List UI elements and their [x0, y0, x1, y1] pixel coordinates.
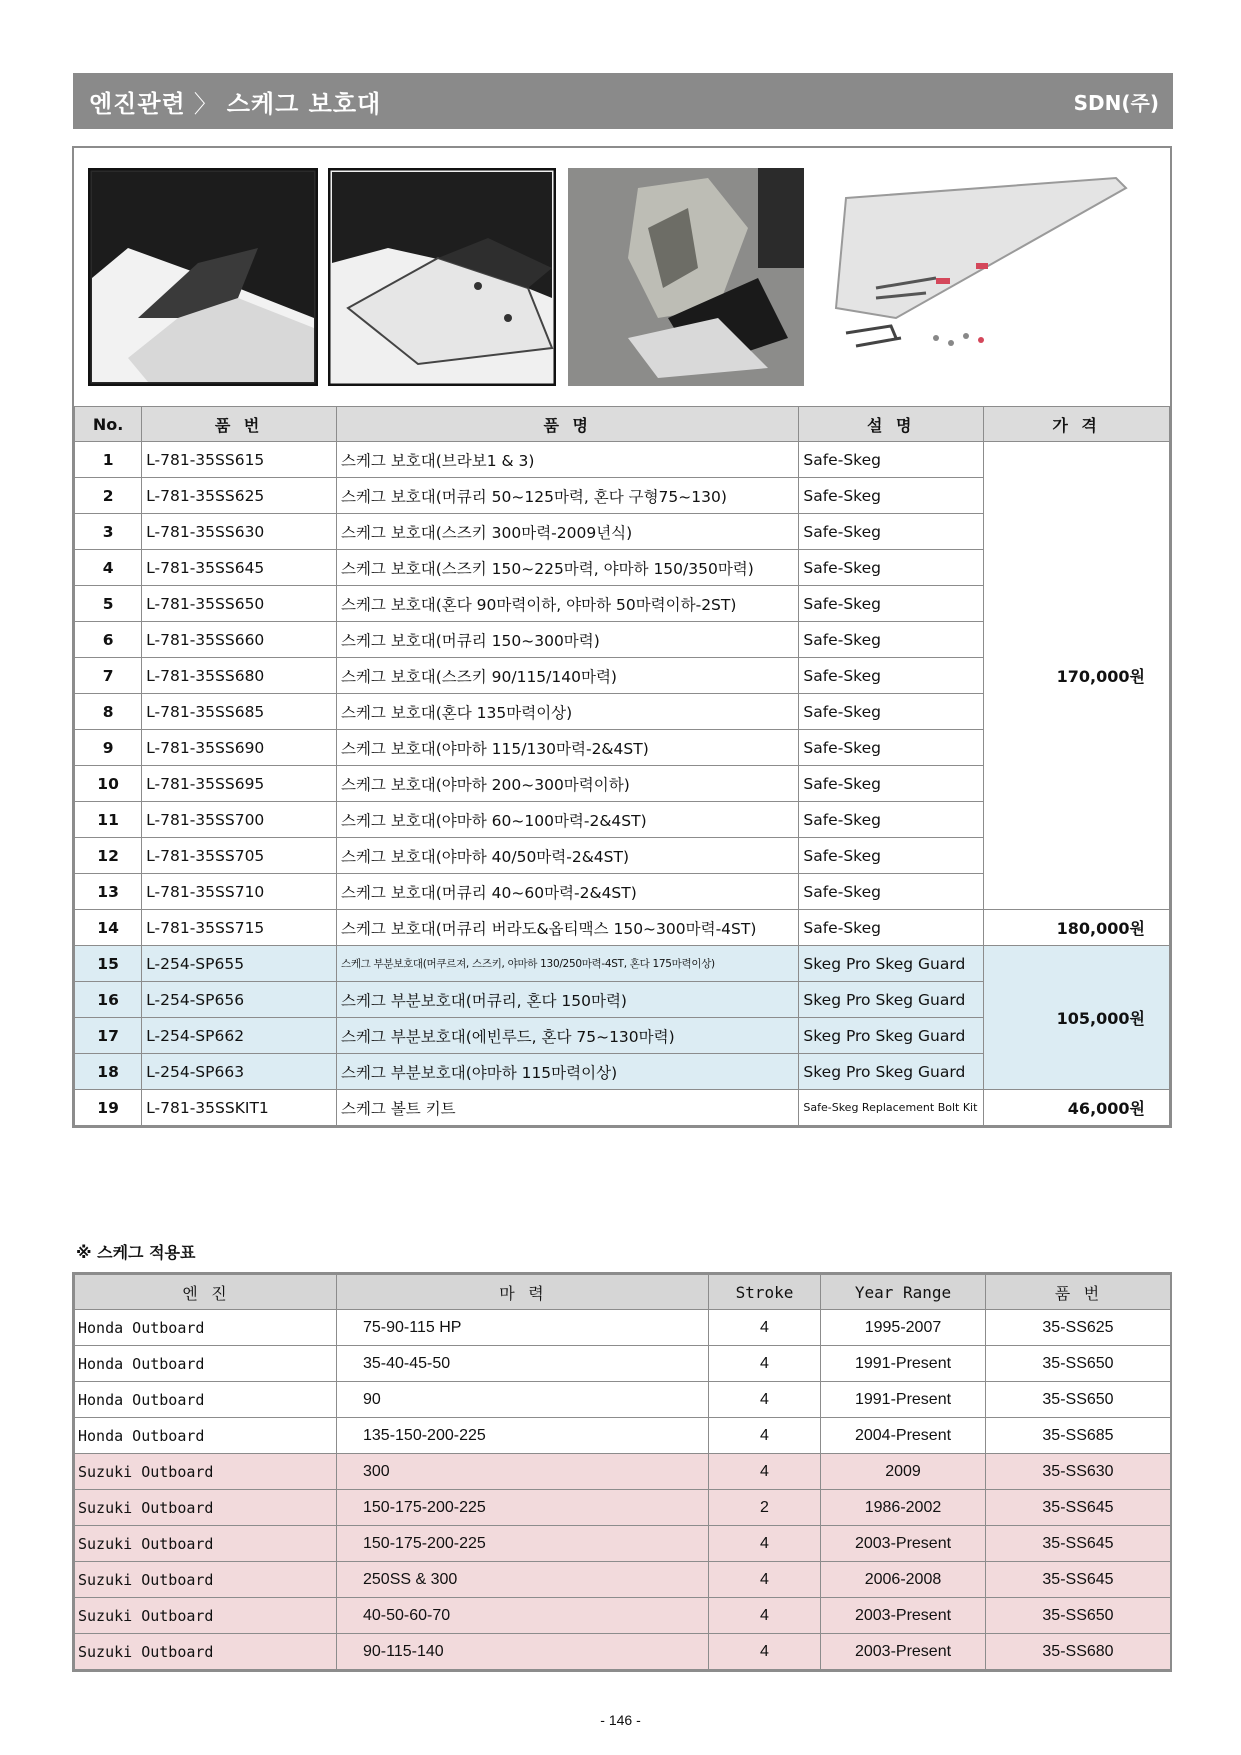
row-no: 16	[75, 982, 142, 1018]
row-no: 4	[75, 550, 142, 586]
col-header-name: 품 명	[336, 407, 798, 442]
row-desc: Safe-Skeg	[799, 586, 984, 622]
row-no: 2	[75, 478, 142, 514]
row-stroke: 4	[709, 1382, 821, 1418]
row-stroke: 4	[709, 1454, 821, 1490]
row-no: 8	[75, 694, 142, 730]
row-year: 2003-Present	[821, 1526, 986, 1562]
row-no: 12	[75, 838, 142, 874]
row-name: 스케그 보호대(스즈키 300마력-2009년식)	[336, 514, 798, 550]
row-no: 19	[75, 1090, 142, 1126]
row-name: 스케그 볼트 키트	[336, 1090, 798, 1126]
parts-table	[74, 406, 1170, 1126]
row-engine: Suzuki Outboard	[75, 1526, 337, 1562]
row-part-no: L-781-35SS715	[142, 910, 337, 946]
row-desc: Skeg Pro Skeg Guard	[799, 1018, 984, 1054]
breadcrumb-parent: 엔진관련	[89, 89, 186, 118]
row-no: 3	[75, 514, 142, 550]
row-name: 스케그 보호대(스즈키 90/115/140마력)	[336, 658, 798, 694]
table-row	[75, 1562, 1171, 1598]
row-part-no: L-781-35SS690	[142, 730, 337, 766]
table-row	[75, 1090, 1170, 1126]
row-part-no: L-254-SP663	[142, 1054, 337, 1090]
col-header-engine: 엔 진	[75, 1275, 337, 1310]
row-name: 스케그 부분보호대(야마하 115마력이상)	[336, 1054, 798, 1090]
row-part-no: L-254-SP662	[142, 1018, 337, 1054]
table-row	[75, 1454, 1171, 1490]
row-part: 35-SS645	[986, 1490, 1171, 1526]
row-no: 14	[75, 910, 142, 946]
row-name: 스케그 보호대(야마하 60~100마력-2&4ST)	[336, 802, 798, 838]
row-no: 10	[75, 766, 142, 802]
row-part-no: L-781-35SSKIT1	[142, 1090, 337, 1126]
company-name: SDN(주)	[1073, 90, 1159, 115]
application-title: ※ 스케그 적용표	[76, 1243, 196, 1262]
row-year: 1991-Present	[821, 1346, 986, 1382]
row-part: 35-SS630	[986, 1454, 1171, 1490]
row-hp: 90-115-140	[337, 1634, 709, 1670]
col-header-desc: 설 명	[799, 407, 984, 442]
skeg-guard-photo-2	[328, 168, 556, 386]
row-engine: Suzuki Outboard	[75, 1634, 337, 1670]
application-header-row	[75, 1275, 1171, 1310]
row-name: 스케그 부분보호대(에빈루드, 혼다 75~130마력)	[336, 1018, 798, 1054]
row-name: 스케그 보호대(브라보1 & 3)	[336, 442, 798, 478]
row-desc: Safe-Skeg	[799, 442, 984, 478]
row-desc: Safe-Skeg	[799, 550, 984, 586]
row-desc: Skeg Pro Skeg Guard	[799, 946, 984, 982]
skeg-guard-photo-1	[88, 168, 318, 386]
row-engine: Honda Outboard	[75, 1418, 337, 1454]
col-header-price: 가 격	[984, 407, 1170, 442]
row-desc: Safe-Skeg	[799, 478, 984, 514]
table-row	[75, 1382, 1171, 1418]
row-desc: Skeg Pro Skeg Guard	[799, 982, 984, 1018]
skeg-guard-photo-4	[816, 168, 1146, 386]
row-year: 1991-Present	[821, 1382, 986, 1418]
row-no: 9	[75, 730, 142, 766]
price-group-1: 170,000원	[984, 442, 1170, 910]
price-group-3: 105,000원	[984, 946, 1170, 1090]
page-number: - 146 -	[600, 1712, 641, 1728]
row-stroke: 4	[709, 1418, 821, 1454]
row-no: 15	[75, 946, 142, 982]
row-part-no: L-781-35SS630	[142, 514, 337, 550]
price-row-14: 180,000원	[984, 910, 1170, 946]
row-part: 35-SS650	[986, 1598, 1171, 1634]
row-part-no: L-781-35SS615	[142, 442, 337, 478]
row-no: 17	[75, 1018, 142, 1054]
row-name: 스케그 보호대(혼다 135마력이상)	[336, 694, 798, 730]
row-hp: 35-40-45-50	[337, 1346, 709, 1382]
row-desc: Safe-Skeg	[799, 910, 984, 946]
breadcrumb	[89, 84, 381, 119]
table-row	[75, 1310, 1171, 1346]
row-part-no: L-781-35SS705	[142, 838, 337, 874]
row-year: 2009	[821, 1454, 986, 1490]
col-header-year: Year Range	[821, 1275, 986, 1310]
row-part-no: L-781-35SS625	[142, 478, 337, 514]
table-row	[75, 1526, 1171, 1562]
row-engine: Suzuki Outboard	[75, 1562, 337, 1598]
row-hp: 300	[337, 1454, 709, 1490]
row-stroke: 2	[709, 1490, 821, 1526]
row-desc: Safe-Skeg	[799, 658, 984, 694]
row-year: 2003-Present	[821, 1634, 986, 1670]
row-part-no: L-781-35SS695	[142, 766, 337, 802]
application-table-box	[72, 1272, 1172, 1672]
row-part: 35-SS650	[986, 1346, 1171, 1382]
table-row	[75, 1490, 1171, 1526]
col-header-stroke: Stroke	[709, 1275, 821, 1310]
row-name: 스케그 보호대(머큐리 50~125마력, 혼다 구형75~130)	[336, 478, 798, 514]
row-stroke: 4	[709, 1346, 821, 1382]
row-no: 5	[75, 586, 142, 622]
row-part-no: L-781-35SS710	[142, 874, 337, 910]
row-hp: 250SS & 300	[337, 1562, 709, 1598]
table-row	[75, 442, 1170, 478]
breadcrumb-current: 스케그 보호대	[226, 89, 382, 118]
row-name: 스케그 보호대(머큐리 40~60마력-2&4ST)	[336, 874, 798, 910]
row-engine: Honda Outboard	[75, 1382, 337, 1418]
col-header-part: 품 번	[986, 1275, 1171, 1310]
row-no: 18	[75, 1054, 142, 1090]
table-row	[75, 1634, 1171, 1670]
row-desc: Safe-Skeg	[799, 730, 984, 766]
row-desc: Safe-Skeg	[799, 514, 984, 550]
row-year: 1986-2002	[821, 1490, 986, 1526]
row-part: 35-SS680	[986, 1634, 1171, 1670]
row-part: 35-SS685	[986, 1418, 1171, 1454]
row-name: 스케그 보호대(야마하 115/130마력-2&4ST)	[336, 730, 798, 766]
parts-header-row	[75, 407, 1170, 442]
row-name: 스케그 보호대(머큐리 버라도&옵티맥스 150~300마력-4ST)	[336, 910, 798, 946]
row-engine: Honda Outboard	[75, 1310, 337, 1346]
row-desc: Skeg Pro Skeg Guard	[799, 1054, 984, 1090]
breadcrumb-separator: 〉	[193, 89, 219, 118]
row-desc: Safe-Skeg	[799, 694, 984, 730]
row-part-no: L-781-35SS685	[142, 694, 337, 730]
row-desc: Safe-Skeg Replacement Bolt Kit	[799, 1090, 984, 1126]
row-desc: Safe-Skeg	[799, 838, 984, 874]
row-no: 6	[75, 622, 142, 658]
row-name: 스케그 보호대(야마하 40/50마력-2&4ST)	[336, 838, 798, 874]
row-no: 11	[75, 802, 142, 838]
col-header-part-no: 품 번	[142, 407, 337, 442]
row-desc: Safe-Skeg	[799, 802, 984, 838]
row-no: 7	[75, 658, 142, 694]
row-part: 35-SS645	[986, 1526, 1171, 1562]
row-year: 2003-Present	[821, 1598, 986, 1634]
application-table	[74, 1274, 1171, 1670]
row-part: 35-SS645	[986, 1562, 1171, 1598]
row-name: 스케그 보호대(혼다 90마력이하, 야마하 50마력이하-2ST)	[336, 586, 798, 622]
row-engine: Suzuki Outboard	[75, 1454, 337, 1490]
row-hp: 75-90-115 HP	[337, 1310, 709, 1346]
row-year: 1995-2007	[821, 1310, 986, 1346]
row-part-no: L-781-35SS645	[142, 550, 337, 586]
row-part: 35-SS625	[986, 1310, 1171, 1346]
row-year: 2006-2008	[821, 1562, 986, 1598]
row-part-no: L-781-35SS680	[142, 658, 337, 694]
table-row	[75, 1418, 1171, 1454]
row-stroke: 4	[709, 1634, 821, 1670]
page-header	[73, 73, 1173, 129]
row-part-no: L-254-SP655	[142, 946, 337, 982]
row-stroke: 4	[709, 1598, 821, 1634]
table-row	[75, 1598, 1171, 1634]
row-hp: 40-50-60-70	[337, 1598, 709, 1634]
row-no: 13	[75, 874, 142, 910]
col-header-no: No.	[75, 407, 142, 442]
row-desc: Safe-Skeg	[799, 874, 984, 910]
row-stroke: 4	[709, 1310, 821, 1346]
row-engine: Suzuki Outboard	[75, 1598, 337, 1634]
row-stroke: 4	[709, 1562, 821, 1598]
row-part: 35-SS650	[986, 1382, 1171, 1418]
row-engine: Honda Outboard	[75, 1346, 337, 1382]
row-name: 스케그 보호대(야마하 200~300마력이하)	[336, 766, 798, 802]
row-part-no: L-781-35SS660	[142, 622, 337, 658]
table-row	[75, 1346, 1171, 1382]
col-header-hp: 마 력	[337, 1275, 709, 1310]
row-part-no: L-781-35SS650	[142, 586, 337, 622]
row-hp: 135-150-200-225	[337, 1418, 709, 1454]
product-box	[72, 146, 1172, 1128]
row-part-no: L-781-35SS700	[142, 802, 337, 838]
row-name: 스케그 보호대(머큐리 150~300마력)	[336, 622, 798, 658]
row-hp: 90	[337, 1382, 709, 1418]
row-year: 2004-Present	[821, 1418, 986, 1454]
row-stroke: 4	[709, 1526, 821, 1562]
price-row-19: 46,000원	[984, 1090, 1170, 1126]
row-no: 1	[75, 442, 142, 478]
row-engine: Suzuki Outboard	[75, 1490, 337, 1526]
row-name: 스케그 보호대(스즈키 150~225마력, 야마하 150/350마력)	[336, 550, 798, 586]
row-desc: Safe-Skeg	[799, 766, 984, 802]
table-row	[75, 946, 1170, 982]
table-row	[75, 910, 1170, 946]
photo-strip	[74, 148, 1170, 406]
row-name: 스케그 부분보호대(머큐리, 혼다 150마력)	[336, 982, 798, 1018]
skeg-guard-photo-3	[568, 168, 804, 386]
row-part-no: L-254-SP656	[142, 982, 337, 1018]
row-desc: Safe-Skeg	[799, 622, 984, 658]
row-hp: 150-175-200-225	[337, 1526, 709, 1562]
row-hp: 150-175-200-225	[337, 1490, 709, 1526]
row-name: 스케그 부분보호대(머쿠르져, 스즈키, 야마하 130/250마력-4ST, 혼다 175마력이상)	[336, 946, 798, 982]
